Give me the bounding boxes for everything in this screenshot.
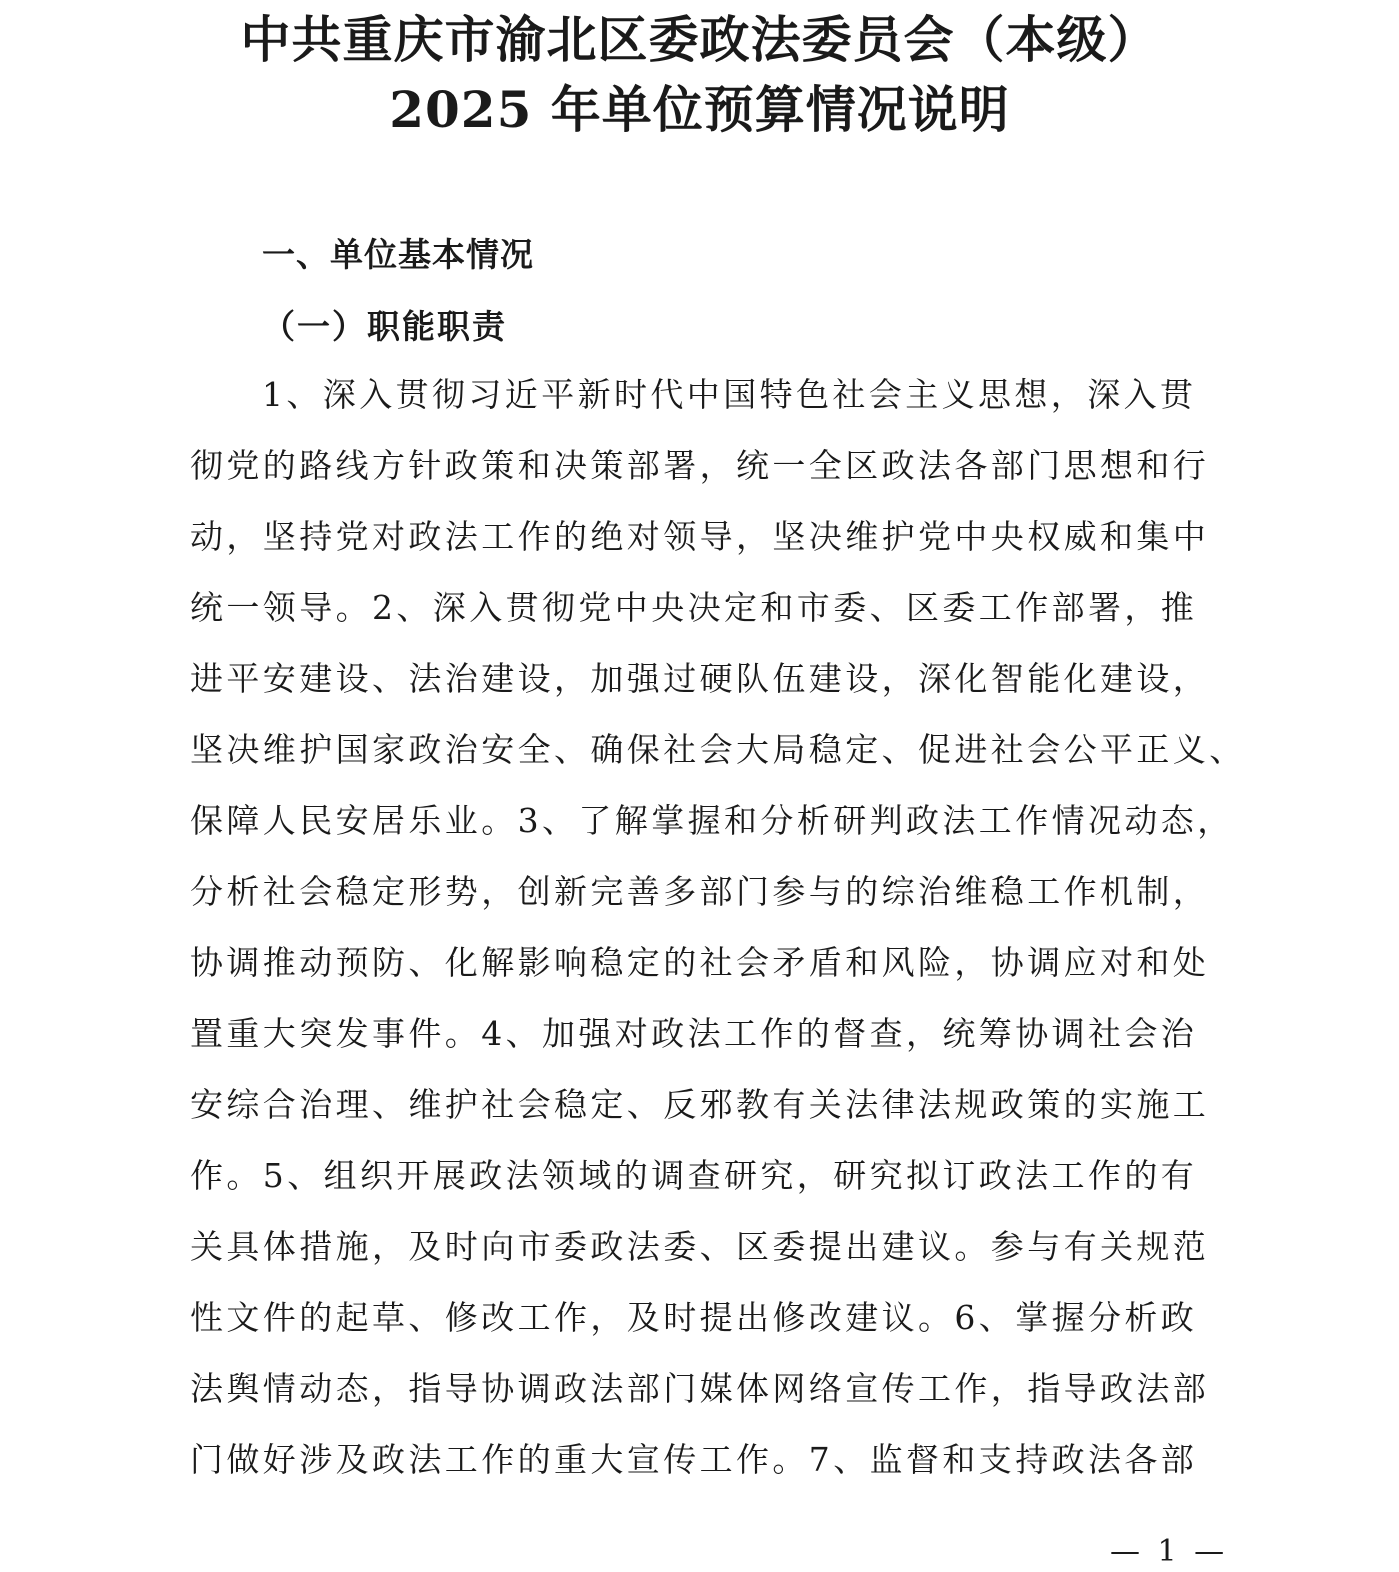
body-line: 安综合治理、维护社会稳定、反邪教有关法律法规政策的实施工: [190, 1085, 1210, 1124]
body-line: 置重大突发事件。4、加强对政法工作的督查，统筹协调社会治: [190, 1014, 1198, 1053]
body-line: 门做好涉及政法工作的重大宣传工作。7、监督和支持政法各部: [190, 1440, 1198, 1479]
body-line: 关具体措施，及时向市委政法委、区委提出建议。参与有关规范: [190, 1227, 1210, 1266]
body-line: 进平安建设、法治建设，加强过硬队伍建设，深化智能化建设，: [190, 659, 1210, 698]
body-paragraph: [190, 370, 1270, 1506]
subsection-heading: （一）职能职责: [262, 307, 507, 346]
section-heading: 一、单位基本情况: [262, 235, 534, 274]
body-line: 坚决维护国家政治安全、确保社会大局稳定、促进社会公平正义、: [190, 730, 1246, 769]
body-line: 保障人民安居乐业。3、了解掌握和分析研判政法工作情况动态，: [190, 801, 1234, 840]
body-line: 法舆情动态，指导协调政法部门媒体网络宣传工作，指导政法部: [190, 1369, 1210, 1408]
page-number: — 1 —: [1110, 1534, 1229, 1569]
document-title-line-2: 2025 年单位预算情况说明: [389, 80, 1010, 139]
body-line: 性文件的起草、修改工作，及时提出修改建议。6、掌握分析政: [190, 1298, 1198, 1337]
body-line: 1、深入贯彻习近平新时代中国特色社会主义思想，深入贯: [262, 375, 1197, 414]
body-line: 作。5、组织开展政法领域的调查研究，研究拟订政法工作的有: [190, 1156, 1198, 1195]
document-title-line-1: 中共重庆市渝北区委政法委员会（本级）: [240, 10, 1159, 69]
body-line: 统一领导。2、深入贯彻党中央决定和市委、区委工作部署，推: [190, 588, 1198, 627]
body-line: 协调推动预防、化解影响稳定的社会矛盾和风险，协调应对和处: [190, 943, 1210, 982]
body-line: 彻党的路线方针政策和决策部署，统一全区政法各部门思想和行: [190, 446, 1210, 485]
body-line: 分析社会稳定形势，创新完善多部门参与的综治维稳工作机制，: [190, 872, 1210, 911]
body-line: 动，坚持党对政法工作的绝对领导，坚决维护党中央权威和集中: [190, 517, 1210, 556]
